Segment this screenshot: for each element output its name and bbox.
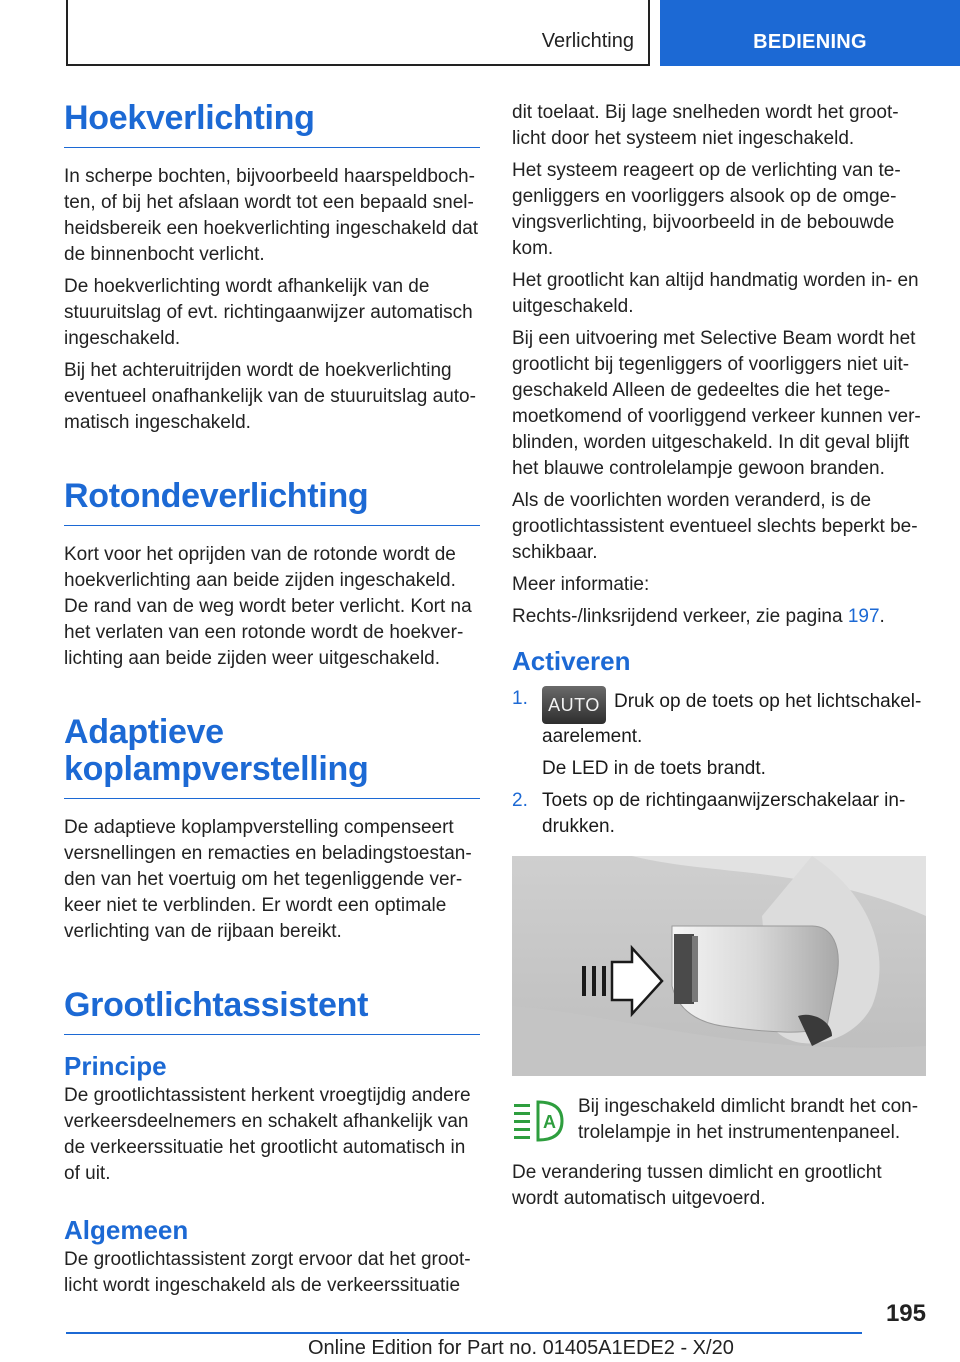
auto-button-icon: AUTO [542,686,606,724]
right-column [512,100,926,1218]
header-section-tab[interactable] [660,0,960,66]
heading-rotondeverlichting: Rotondeverlichting [64,478,480,526]
paragraph-link [512,604,926,630]
paragraph: Bij een uitvoering met Selective Beam wordt het grootlicht bij tegenliggers of voorliggers niet uitgeschakeld Alleen de gedeeltes die het tegemoetkomend of voorliggend verkeer kunnen verblinden, worden uitgeschakeld. In dit geval blijft het blauwe controlelampje gewoon branden. [512,328,921,479]
step-subtext: De LED in de toets brandt. [542,758,766,779]
paragraph: De adaptieve koplampverstelling compenseert versnellingen en remacties en beladingstoestanden van het voertuig om het tegenliggende verkeer niet te verblinden. Er wordt een optimale verlichting van de rijbaan bereikt. [64,817,472,942]
paragraph: Bij het achteruitrijden wordt de hoekverlichting eventueel onafhankelijk van de stuuruitslag automatisch ingeschakeld. [64,360,476,433]
left-column [64,100,480,1305]
step-text: Druk op de toets op het lichtschakelaarelement. [542,691,922,747]
paragraph: De verandering tussen dimlicht en grootlicht wordt automatisch uitgevoerd. [512,1162,882,1209]
paragraph: De grootlichtassistent zorgt ervoor dat het grootlicht wordt ingeschakeld als de verkeerssituatie [64,1249,471,1296]
subheading-algemeen: Algemeen [64,1215,189,1245]
steps-list [512,686,926,840]
high-beam-assistant-indicator-icon [512,1094,570,1146]
paragraph: Meer informatie: [512,574,650,595]
heading-adaptieve-koplampverstelling: Adaptieve koplampverstelling [64,714,480,799]
paragraph: Het systeem reageert op de verlichting van tegenliggers en voorliggers alsook op de omgevingsverlichting, bijvoorbeeld in de bebouwde kom. [512,160,901,259]
list-item [512,788,926,840]
paragraph: dit toelaat. Bij lage snelheden wordt het grootlicht door het systeem niet ingeschakeld. [512,102,899,149]
page-number: 195 [885,1300,926,1327]
paragraph: Kort voor het oprijden van de rotonde wordt de hoekverlichting aan beide zijden ingeschakeld. De rand van de weg wordt beter verlicht. Kort na het verlaten van een rotonde wordt de hoekverlichting aan beide zijden weer uitgeschakeld. [64,544,472,669]
header-chapter-box [66,0,650,66]
header-chapter-title: Verlichting [541,30,634,52]
step-number: 1. [512,688,528,709]
step-number: 2. [512,790,528,811]
stalk-photo [512,856,926,1076]
header-section-label: BEDIENING [753,31,867,53]
link-prefix: Rechts-/linksrijdend verkeer, zie pagina [512,606,848,627]
page-link-197[interactable]: 197 [847,606,880,627]
paragraph: Het grootlicht kan altijd handmatig worden in- en uitgeschakeld. [512,270,919,317]
paragraph: De hoekverlichting wordt afhankelijk van de stuuruitslag of evt. richtingaanwijzer automatisch ingeschakeld. [64,276,473,349]
link-suffix: . [879,606,885,627]
indicator-text: Bij ingeschakeld dimlicht brandt het controlelampje in het instrumentenpaneel. [578,1096,919,1143]
subheading-activeren: Activeren [512,646,631,676]
paragraph: Als de voorlichten worden veranderd, is de grootlichtassistent eventueel slechts beperkt beschikbaar. [512,490,918,563]
subheading-principe: Principe [64,1051,167,1081]
footer-edition: Online Edition for Part no. 01405A1EDE2 - X/20 [308,1337,734,1359]
svg-text:A: A [543,1112,556,1132]
list-item [512,686,926,782]
paragraph: De grootlichtassistent herkent vroegtijdig andere verkeersdeelnemers en schakelt afhankelijk van de verkeerssituatie het grootlicht automatisch in of uit. [64,1085,471,1184]
footer-divider [66,1332,862,1334]
heading-grootlichtassistent: Grootlichtassistent [64,987,480,1035]
paragraph: In scherpe bochten, bijvoorbeeld haarspeldbochten, of bij het afslaan wordt tot een bepaald snelheidsbereik een hoekverlichting ingeschakeld dat de binnenbocht verlicht. [64,166,479,265]
step-text: Toets op de richtingaanwijzerschakelaar indrukken. [542,790,906,837]
heading-hoekverlichting: Hoekverlichting [64,100,480,148]
stalk-illustration [512,856,926,1076]
indicator-row [512,1094,926,1146]
